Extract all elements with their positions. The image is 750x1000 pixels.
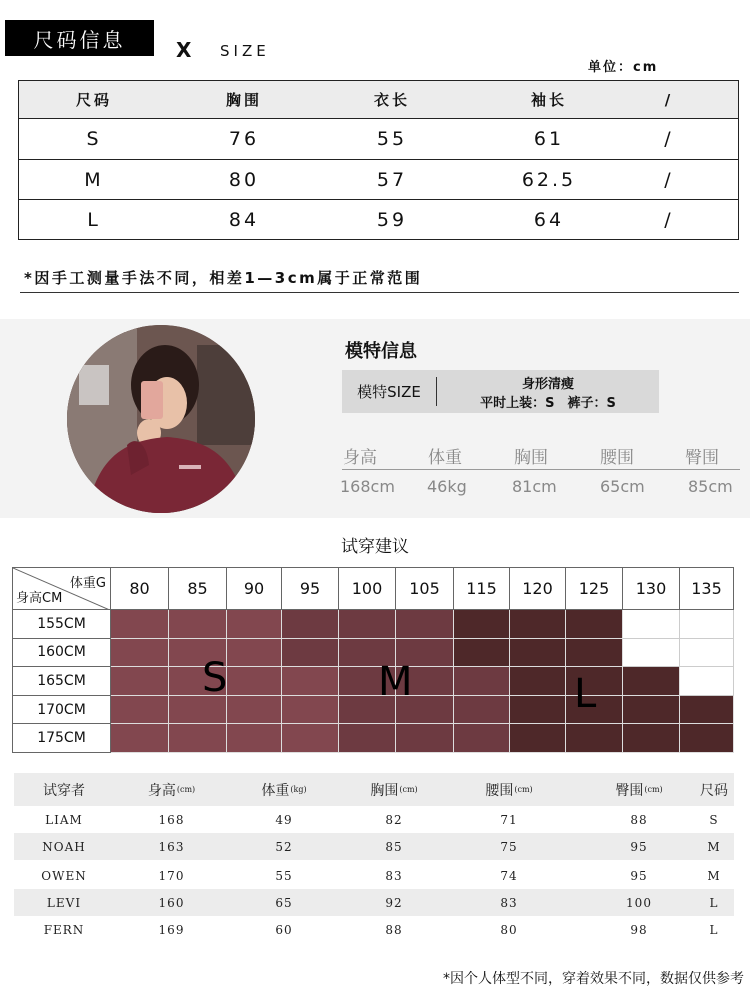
table-cell: S xyxy=(86,128,102,150)
model-photo-illustration xyxy=(67,325,255,513)
fit-cell xyxy=(454,667,510,696)
model-value-height: 168cm xyxy=(340,477,395,496)
fit-cell xyxy=(169,610,227,639)
zone-label-s: S xyxy=(202,655,228,701)
tester-header-label: 尺码 xyxy=(700,782,728,799)
tester-cell: M xyxy=(707,839,721,854)
tester-header-cell xyxy=(584,773,694,806)
tester-row xyxy=(14,833,734,860)
zone-label-l: L xyxy=(574,671,597,717)
tester-cell: 88 xyxy=(630,812,648,827)
tester-cell: 71 xyxy=(500,812,518,827)
tester-header-label: 腰围 xyxy=(485,782,514,799)
tester-header-label: 试穿者 xyxy=(43,782,85,799)
fit-cell xyxy=(623,610,680,639)
fit-cell xyxy=(510,667,566,696)
fit-cell xyxy=(282,667,339,696)
fit-cell xyxy=(566,724,623,753)
tester-header-unit: (kg) xyxy=(290,785,307,794)
weight-header: 90 xyxy=(227,567,282,610)
corner-weight-label: 体重G xyxy=(69,576,106,591)
tester-cell: 169 xyxy=(158,922,185,937)
fit-cell xyxy=(111,696,169,725)
header-cell: 衣长 xyxy=(373,91,410,109)
tester-cell: 92 xyxy=(385,895,403,910)
tester-row xyxy=(14,862,734,889)
tester-cell: 85 xyxy=(385,839,403,854)
tester-cell: 52 xyxy=(275,839,293,854)
corner-height-label: 身高CM xyxy=(16,591,63,606)
fit-cell xyxy=(227,667,282,696)
size-table xyxy=(18,80,739,240)
fit-cell xyxy=(227,639,282,668)
tester-cell: LEVI xyxy=(46,895,82,910)
tester-header-label: 臀围 xyxy=(615,782,644,799)
x-mark: X xyxy=(176,38,192,62)
size-table-header xyxy=(19,81,738,119)
model-label-waist: 腰围 xyxy=(600,448,634,468)
model-label-hip: 臀围 xyxy=(685,448,719,468)
tester-cell: L xyxy=(709,922,719,937)
measurement-note: *因手工测量手法不同，相差1—3cm属于正常范围 xyxy=(24,269,423,287)
weight-header: 95 xyxy=(282,567,339,610)
tester-cell: 170 xyxy=(158,868,185,883)
weight-header: 105 xyxy=(396,567,454,610)
model-photo xyxy=(67,325,255,513)
fit-cell xyxy=(339,724,396,753)
fit-cell xyxy=(282,696,339,725)
tester-cell: 74 xyxy=(500,868,518,883)
height-label: 175CM xyxy=(12,724,111,753)
tester-row xyxy=(14,889,734,916)
fit-cell xyxy=(227,696,282,725)
tester-cell: LIAM xyxy=(45,812,83,827)
zone-label-m: M xyxy=(378,659,413,705)
table-cell: 61 xyxy=(533,128,565,150)
tester-header-unit: (cm) xyxy=(644,785,663,794)
model-usual-size: 平时上装：S 裤子：S xyxy=(480,396,616,411)
tester-header-label: 体重 xyxy=(261,782,290,799)
divider xyxy=(20,292,739,293)
table-cell: M xyxy=(84,168,104,191)
model-label-weight: 体重 xyxy=(428,448,462,468)
tester-header-unit: (cm) xyxy=(399,785,418,794)
tester-header-label: 身高 xyxy=(147,782,176,799)
fit-cell xyxy=(227,610,282,639)
model-value-waist: 65cm xyxy=(600,477,645,496)
tester-row xyxy=(14,916,734,943)
table-cell: 64 xyxy=(533,208,565,231)
table-cell: L xyxy=(87,208,101,231)
fit-cell xyxy=(623,667,680,696)
fit-cell xyxy=(510,639,566,668)
model-label-height: 身高 xyxy=(343,448,377,468)
tester-cell: OWEN xyxy=(41,868,87,883)
fit-cell xyxy=(111,610,169,639)
size-info-title: 尺码信息 xyxy=(5,20,154,56)
fit-cell xyxy=(566,610,623,639)
tester-table-header xyxy=(14,773,734,806)
table-cell: 80 xyxy=(228,168,260,191)
weight-header: 125 xyxy=(566,567,623,610)
header-cell: 袖长 xyxy=(530,91,567,109)
table-cell: / xyxy=(664,208,674,231)
fit-cell xyxy=(680,639,734,668)
tester-cell: 95 xyxy=(630,839,648,854)
tester-cell: M xyxy=(707,868,721,883)
fit-cell xyxy=(454,610,510,639)
tester-header-cell xyxy=(349,773,439,806)
weight-header: 80 xyxy=(111,567,169,610)
tester-cell: 160 xyxy=(158,895,185,910)
weight-header: 115 xyxy=(454,567,510,610)
grid-corner xyxy=(12,567,111,610)
fit-cell xyxy=(282,610,339,639)
model-build: 身形清瘦 xyxy=(521,377,574,392)
header-cell: 胸围 xyxy=(225,91,262,109)
tester-cell: 100 xyxy=(626,895,652,910)
model-info-section xyxy=(0,319,750,518)
model-size-label: 模特SIZE xyxy=(357,383,421,401)
model-value-weight: 46kg xyxy=(427,477,467,496)
height-label: 165CM xyxy=(12,667,111,696)
tester-cell: 55 xyxy=(275,868,293,883)
fit-cell xyxy=(282,724,339,753)
footer-note: *因个人体型不同，穿着效果不同，数据仅供参考 xyxy=(443,971,744,987)
table-cell: 59 xyxy=(376,208,408,231)
fit-cell xyxy=(454,696,510,725)
tester-cell: 163 xyxy=(158,839,185,854)
tester-cell: 98 xyxy=(630,922,648,937)
tester-cell: 83 xyxy=(500,895,518,910)
fit-cell xyxy=(510,610,566,639)
header-cell: 尺码 xyxy=(75,91,112,109)
fit-cell xyxy=(680,667,734,696)
tester-header-cell xyxy=(124,773,219,806)
table-cell: 84 xyxy=(228,208,260,231)
tester-cell: 88 xyxy=(385,922,403,937)
tester-cell: NOAH xyxy=(42,839,86,854)
model-info-heading: 模特信息 xyxy=(345,341,417,362)
size-word: SIZE xyxy=(220,42,270,60)
fit-cell xyxy=(396,724,454,753)
table-row xyxy=(19,200,738,239)
weight-header: 130 xyxy=(623,567,680,610)
weight-header: 135 xyxy=(680,567,734,610)
tester-cell: FERN xyxy=(43,922,85,937)
divider xyxy=(342,469,740,470)
tester-header-cell xyxy=(459,773,559,806)
fit-cell xyxy=(111,667,169,696)
fit-cell xyxy=(339,610,396,639)
fit-cell xyxy=(454,724,510,753)
fit-cell xyxy=(111,639,169,668)
fit-cell xyxy=(566,639,623,668)
tester-header-unit: (cm) xyxy=(514,785,533,794)
unit-label: 单位：cm xyxy=(588,60,659,75)
fit-cell xyxy=(396,610,454,639)
weight-header: 100 xyxy=(339,567,396,610)
tester-cell: 80 xyxy=(500,922,518,937)
tester-header-cell xyxy=(694,773,734,806)
tester-header-unit: (cm) xyxy=(176,785,196,794)
table-cell: / xyxy=(664,168,674,191)
fit-cell xyxy=(623,696,680,725)
fit-chart-title: 试穿建议 xyxy=(341,537,409,557)
table-cell: 55 xyxy=(376,128,408,150)
tester-cell: 49 xyxy=(275,812,293,827)
fit-cell xyxy=(510,696,566,725)
tester-cell: 75 xyxy=(500,839,518,854)
fit-cell xyxy=(227,724,282,753)
model-value-hip: 85cm xyxy=(688,477,733,496)
table-cell: 76 xyxy=(228,128,260,150)
table-cell: / xyxy=(664,128,674,150)
tester-cell: 82 xyxy=(385,812,403,827)
fit-cell xyxy=(282,639,339,668)
tester-cell: 168 xyxy=(158,812,185,827)
tester-cell: 60 xyxy=(275,922,293,937)
tester-header-cell xyxy=(239,773,329,806)
fit-cell xyxy=(680,724,734,753)
table-row xyxy=(19,160,738,200)
fit-cell xyxy=(454,639,510,668)
table-cell: 62.5 xyxy=(521,168,577,191)
height-label: 160CM xyxy=(12,639,111,668)
tester-header-label: 胸围 xyxy=(370,782,399,799)
fit-cell xyxy=(623,724,680,753)
model-size-box xyxy=(342,370,659,413)
tester-cell: S xyxy=(709,812,719,827)
header-cell: / xyxy=(664,90,674,109)
weight-header: 120 xyxy=(510,567,566,610)
model-value-bust: 81cm xyxy=(512,477,557,496)
tester-cell: 95 xyxy=(630,868,648,883)
fit-cell xyxy=(169,724,227,753)
table-cell: 57 xyxy=(376,168,408,191)
tester-cell: 65 xyxy=(275,895,293,910)
fit-cell xyxy=(510,724,566,753)
tester-header-cell xyxy=(19,773,109,806)
fit-cell xyxy=(623,639,680,668)
tester-cell: L xyxy=(709,895,719,910)
tester-cell: 83 xyxy=(385,868,403,883)
fit-cell xyxy=(680,610,734,639)
height-label: 155CM xyxy=(12,610,111,639)
table-row xyxy=(19,119,738,160)
tester-row xyxy=(14,806,734,833)
model-label-bust: 胸围 xyxy=(514,448,548,468)
height-label: 170CM xyxy=(12,696,111,725)
weight-header: 85 xyxy=(169,567,227,610)
fit-cell xyxy=(680,696,734,725)
fit-cell xyxy=(111,724,169,753)
